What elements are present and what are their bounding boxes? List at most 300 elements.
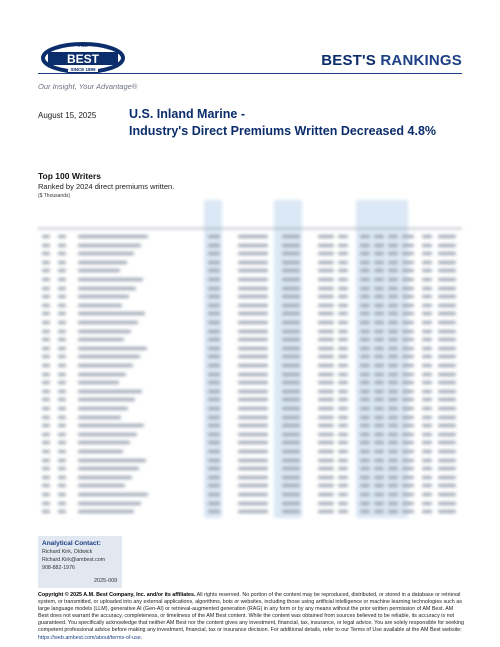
- table-cell: [338, 416, 348, 419]
- table-cell: [360, 235, 370, 238]
- table-cell: [438, 347, 456, 350]
- table-cell: [58, 416, 66, 419]
- table-cell: [438, 295, 456, 298]
- table-cell: [438, 373, 456, 376]
- table-cell: [360, 502, 370, 505]
- table-cell: [360, 493, 370, 496]
- table-cell: [422, 287, 432, 290]
- table-cell: [438, 476, 456, 479]
- table-cell: [360, 347, 370, 350]
- table-cell: [318, 321, 334, 324]
- table-cell: [78, 373, 126, 376]
- table-cell: [318, 295, 334, 298]
- table-cell: [42, 381, 50, 384]
- table-cell: [374, 476, 384, 479]
- table-cell: [238, 269, 268, 272]
- table-cell: [422, 450, 432, 453]
- table-cell: [338, 269, 348, 272]
- table-cell: [388, 330, 398, 333]
- table-cell: [42, 407, 50, 410]
- table-cell: [318, 347, 334, 350]
- table-cell: [208, 502, 220, 505]
- table-cell: [238, 355, 268, 358]
- table-cell: [238, 330, 268, 333]
- table-cell: [374, 467, 384, 470]
- table-cell: [402, 441, 414, 444]
- table-cell: [360, 416, 370, 419]
- table-cell: [438, 304, 456, 307]
- table-cell: [78, 364, 133, 367]
- table-cell: [374, 252, 384, 255]
- contact-title: Analytical Contact:: [42, 540, 101, 547]
- table-cell: [78, 304, 122, 307]
- table-cell: [42, 373, 50, 376]
- table-cell: [58, 364, 66, 367]
- rankings-table-blurred: [38, 200, 462, 518]
- table-cell: [338, 295, 348, 298]
- table-cell: [208, 467, 220, 470]
- table-cell: [78, 510, 134, 513]
- table-cell: [282, 381, 300, 384]
- table-cell: [42, 252, 50, 255]
- table-cell: [318, 502, 334, 505]
- table-cell: [282, 424, 300, 427]
- table-cell: [282, 476, 300, 479]
- table-cell: [338, 484, 348, 487]
- rankings-title-best: BEST'S: [321, 52, 377, 69]
- table-cell: [238, 510, 268, 513]
- table-cell: [318, 312, 334, 315]
- table-cell: [422, 416, 432, 419]
- table-cell: [58, 235, 66, 238]
- table-cell: [238, 347, 268, 350]
- table-cell: [388, 373, 398, 376]
- table-cell: [438, 287, 456, 290]
- table-cell: [438, 433, 456, 436]
- table-cell: [402, 321, 414, 324]
- table-cell: [360, 390, 370, 393]
- table-cell: [42, 433, 50, 436]
- am-best-logo: [40, 38, 126, 78]
- table-cell: [338, 278, 348, 281]
- table-cell: [208, 330, 220, 333]
- contact-email[interactable]: Richard.Kirk@ambest.com: [42, 557, 106, 563]
- table-cell: [338, 467, 348, 470]
- table-cell: [208, 338, 220, 341]
- table-cell: [402, 355, 414, 358]
- table-cell: [374, 502, 384, 505]
- table-cell: [402, 398, 414, 401]
- table-cell: [374, 493, 384, 496]
- table-cell: [360, 467, 370, 470]
- table-cell: [402, 244, 414, 247]
- table-cell: [360, 407, 370, 410]
- table-cell: [338, 304, 348, 307]
- table-cell: [402, 295, 414, 298]
- table-cell: [58, 441, 66, 444]
- table-cell: [238, 390, 268, 393]
- table-cell: [338, 373, 348, 376]
- table-cell: [238, 278, 268, 281]
- table-cell: [360, 424, 370, 427]
- table-cell: [58, 433, 66, 436]
- table-cell: [438, 330, 456, 333]
- table-cell: [422, 407, 432, 410]
- table-cell: [208, 252, 220, 255]
- table-cell: [360, 441, 370, 444]
- table-cell: [282, 244, 300, 247]
- table-cell: [58, 373, 66, 376]
- table-cell: [78, 355, 140, 358]
- table-cell: [422, 364, 432, 367]
- table-cell: [388, 381, 398, 384]
- table-cell: [402, 416, 414, 419]
- table-cell: [422, 338, 432, 341]
- table-cell: [42, 244, 50, 247]
- table-cell: [58, 330, 66, 333]
- table-cell: [208, 510, 220, 513]
- table-cell: [360, 295, 370, 298]
- table-cell: [338, 381, 348, 384]
- table-cell: [78, 381, 119, 384]
- table-cell: [388, 476, 398, 479]
- table-cell: [78, 269, 120, 272]
- table-cell: [422, 330, 432, 333]
- contact-name: Richard Kirk, Oldwick: [42, 549, 93, 555]
- table-cell: [360, 304, 370, 307]
- table-cell: [402, 269, 414, 272]
- table-cell: [318, 373, 334, 376]
- table-cell: [438, 484, 456, 487]
- table-cell: [318, 450, 334, 453]
- table-cell: [208, 321, 220, 324]
- table-cell: [78, 459, 146, 462]
- table-cell: [282, 433, 300, 436]
- table-cell: [360, 252, 370, 255]
- table-cell: [374, 244, 384, 247]
- table-cell: [402, 287, 414, 290]
- table-cell: [374, 235, 384, 238]
- table-cell: [58, 321, 66, 324]
- table-cell: [78, 398, 135, 401]
- table-cell: [78, 467, 139, 470]
- report-date: August 15, 2025: [38, 111, 97, 120]
- table-cell: [58, 278, 66, 281]
- document-number: 2025-009: [94, 578, 118, 584]
- table-cell: [422, 304, 432, 307]
- table-cell: [422, 355, 432, 358]
- table-cell: [422, 493, 432, 496]
- table-cell: [58, 347, 66, 350]
- table-cell: [282, 312, 300, 315]
- table-cell: [78, 484, 125, 487]
- table-cell: [208, 355, 220, 358]
- table-cell: [438, 244, 456, 247]
- table-cell: [318, 278, 334, 281]
- table-cell: [360, 398, 370, 401]
- table-cell: [318, 355, 334, 358]
- terms-of-use-link[interactable]: https://web.ambest.com/about/terms-of-use: [38, 634, 141, 641]
- table-cell: [374, 261, 384, 264]
- table-cell: [422, 390, 432, 393]
- table-cell: [388, 278, 398, 281]
- table-cell: [238, 459, 268, 462]
- table-cell: [374, 364, 384, 367]
- table-cell: [374, 312, 384, 315]
- table-cell: [208, 287, 220, 290]
- table-cell: [318, 304, 334, 307]
- table-cell: [208, 235, 220, 238]
- table-cell: [374, 338, 384, 341]
- table-cell: [238, 450, 268, 453]
- table-cell: [338, 441, 348, 444]
- table-cell: [282, 278, 300, 281]
- table-cell: [282, 295, 300, 298]
- table-cell: [402, 433, 414, 436]
- table-cell: [360, 338, 370, 341]
- table-cell: [78, 244, 141, 247]
- table-cell: [374, 373, 384, 376]
- table-cell: [318, 441, 334, 444]
- table-cell: [238, 373, 268, 376]
- table-cell: [78, 424, 144, 427]
- table-cell: [318, 493, 334, 496]
- table-cell: [208, 407, 220, 410]
- logo-am-text: AM: [78, 43, 88, 49]
- table-cell: [208, 295, 220, 298]
- table-cell: [78, 287, 136, 290]
- table-cell: [208, 398, 220, 401]
- table-cell: [422, 502, 432, 505]
- table-cell: [282, 355, 300, 358]
- table-cell: [388, 261, 398, 264]
- table-cell: [238, 484, 268, 487]
- table-cell: [388, 493, 398, 496]
- table-cell: [318, 338, 334, 341]
- table-cell: [208, 347, 220, 350]
- table-cell: [318, 424, 334, 427]
- table-cell: [402, 390, 414, 393]
- table-cell: [318, 416, 334, 419]
- table-cell: [388, 347, 398, 350]
- table-cell: [388, 269, 398, 272]
- table-cell: [438, 502, 456, 505]
- table-cell: [360, 510, 370, 513]
- table-cell: [338, 476, 348, 479]
- table-cell: [438, 252, 456, 255]
- table-cell: [58, 493, 66, 496]
- table-cell: [58, 502, 66, 505]
- table-cell: [388, 390, 398, 393]
- table-cell: [208, 373, 220, 376]
- table-cell: [78, 476, 132, 479]
- table-cell: [78, 441, 130, 444]
- table-cell: [338, 287, 348, 290]
- table-cell: [402, 381, 414, 384]
- table-cell: [388, 398, 398, 401]
- table-cell: [388, 244, 398, 247]
- table-cell: [338, 355, 348, 358]
- table-cell: [402, 373, 414, 376]
- section-title: Top 100 Writers: [38, 171, 101, 181]
- table-cell: [238, 252, 268, 255]
- table-cell: [388, 416, 398, 419]
- table-cell: [388, 312, 398, 315]
- table-cell: [238, 381, 268, 384]
- table-cell: [402, 235, 414, 238]
- table-cell: [208, 459, 220, 462]
- table-cell: [282, 252, 300, 255]
- table-cell: [208, 476, 220, 479]
- report-title: [129, 106, 436, 140]
- section-subtitle: Ranked by 2024 direct premiums written.: [38, 182, 175, 191]
- table-cell: [208, 312, 220, 315]
- table-cell: [42, 510, 50, 513]
- table-cell: [282, 330, 300, 333]
- table-cell: [388, 502, 398, 505]
- table-cell: [42, 459, 50, 462]
- table-cell: [208, 261, 220, 264]
- table-cell: [238, 416, 268, 419]
- table-cell: [338, 424, 348, 427]
- table-cell: [338, 364, 348, 367]
- table-cell: [42, 330, 50, 333]
- table-cell: [208, 424, 220, 427]
- table-cell: [338, 235, 348, 238]
- table-cell: [360, 244, 370, 247]
- table-cell: [422, 347, 432, 350]
- table-cell: [338, 330, 348, 333]
- table-cell: [42, 416, 50, 419]
- table-cell: [388, 321, 398, 324]
- table-cell: [438, 312, 456, 315]
- table-cell: [438, 381, 456, 384]
- table-cell: [388, 450, 398, 453]
- table-cell: [422, 433, 432, 436]
- table-row: [38, 507, 462, 516]
- table-cell: [374, 381, 384, 384]
- table-cell: [360, 459, 370, 462]
- table-cell: [58, 244, 66, 247]
- table-cell: [338, 252, 348, 255]
- table-cell: [338, 398, 348, 401]
- table-cell: [238, 364, 268, 367]
- table-cell: [402, 278, 414, 281]
- table-cell: [42, 450, 50, 453]
- table-cell: [438, 278, 456, 281]
- table-cell: [42, 355, 50, 358]
- table-cell: [238, 424, 268, 427]
- table-cell: [422, 244, 432, 247]
- contact-phone: 908-882-1976: [42, 565, 75, 571]
- table-cell: [238, 502, 268, 505]
- table-cell: [422, 510, 432, 513]
- table-cell: [374, 347, 384, 350]
- table-cell: [78, 330, 131, 333]
- table-cell: [282, 398, 300, 401]
- table-cell: [388, 304, 398, 307]
- table-cell: [282, 484, 300, 487]
- table-cell: [208, 278, 220, 281]
- table-cell: [360, 476, 370, 479]
- table-cell: [438, 338, 456, 341]
- table-cell: [422, 252, 432, 255]
- table-cell: [388, 338, 398, 341]
- table-cell: [374, 398, 384, 401]
- table-cell: [208, 381, 220, 384]
- table-cell: [208, 450, 220, 453]
- section-unit: ($ Thousands): [38, 193, 71, 199]
- table-cell: [374, 510, 384, 513]
- table-cell: [58, 459, 66, 462]
- table-cell: [402, 467, 414, 470]
- table-cell: [42, 312, 50, 315]
- table-cell: [438, 416, 456, 419]
- table-cell: [58, 304, 66, 307]
- table-cell: [402, 484, 414, 487]
- table-cell: [438, 398, 456, 401]
- table-header-rule: [38, 228, 462, 229]
- table-cell: [360, 269, 370, 272]
- table-cell: [208, 390, 220, 393]
- table-cell: [238, 261, 268, 264]
- table-cell: [208, 493, 220, 496]
- table-cell: [360, 261, 370, 264]
- table-cell: [318, 269, 334, 272]
- table-cell: [42, 347, 50, 350]
- table-cell: [438, 390, 456, 393]
- table-cell: [78, 321, 138, 324]
- table-cell: [282, 287, 300, 290]
- table-cell: [58, 467, 66, 470]
- table-cell: [438, 510, 456, 513]
- table-cell: [402, 476, 414, 479]
- table-cell: [338, 510, 348, 513]
- table-cell: [388, 235, 398, 238]
- table-cell: [422, 424, 432, 427]
- table-cell: [42, 502, 50, 505]
- table-cell: [374, 278, 384, 281]
- table-cell: [238, 493, 268, 496]
- table-cell: [338, 493, 348, 496]
- table-cell: [374, 269, 384, 272]
- table-cell: [78, 338, 124, 341]
- table-cell: [402, 502, 414, 505]
- table-cell: [438, 450, 456, 453]
- table-cell: [422, 321, 432, 324]
- table-cell: [374, 450, 384, 453]
- table-cell: [282, 373, 300, 376]
- table-cell: [388, 424, 398, 427]
- table-cell: [402, 304, 414, 307]
- table-cell: [438, 459, 456, 462]
- table-cell: [338, 321, 348, 324]
- table-cell: [58, 269, 66, 272]
- rankings-title: [321, 52, 462, 69]
- table-cell: [78, 252, 134, 255]
- table-cell: [422, 235, 432, 238]
- table-cell: [78, 235, 148, 238]
- table-cell: [58, 424, 66, 427]
- table-cell: [388, 364, 398, 367]
- tagline: Our Insight, Your Advantage®: [38, 82, 138, 91]
- table-cell: [282, 390, 300, 393]
- table-cell: [58, 450, 66, 453]
- table-cell: [402, 407, 414, 410]
- table-cell: [282, 338, 300, 341]
- table-cell: [282, 261, 300, 264]
- table-cell: [374, 433, 384, 436]
